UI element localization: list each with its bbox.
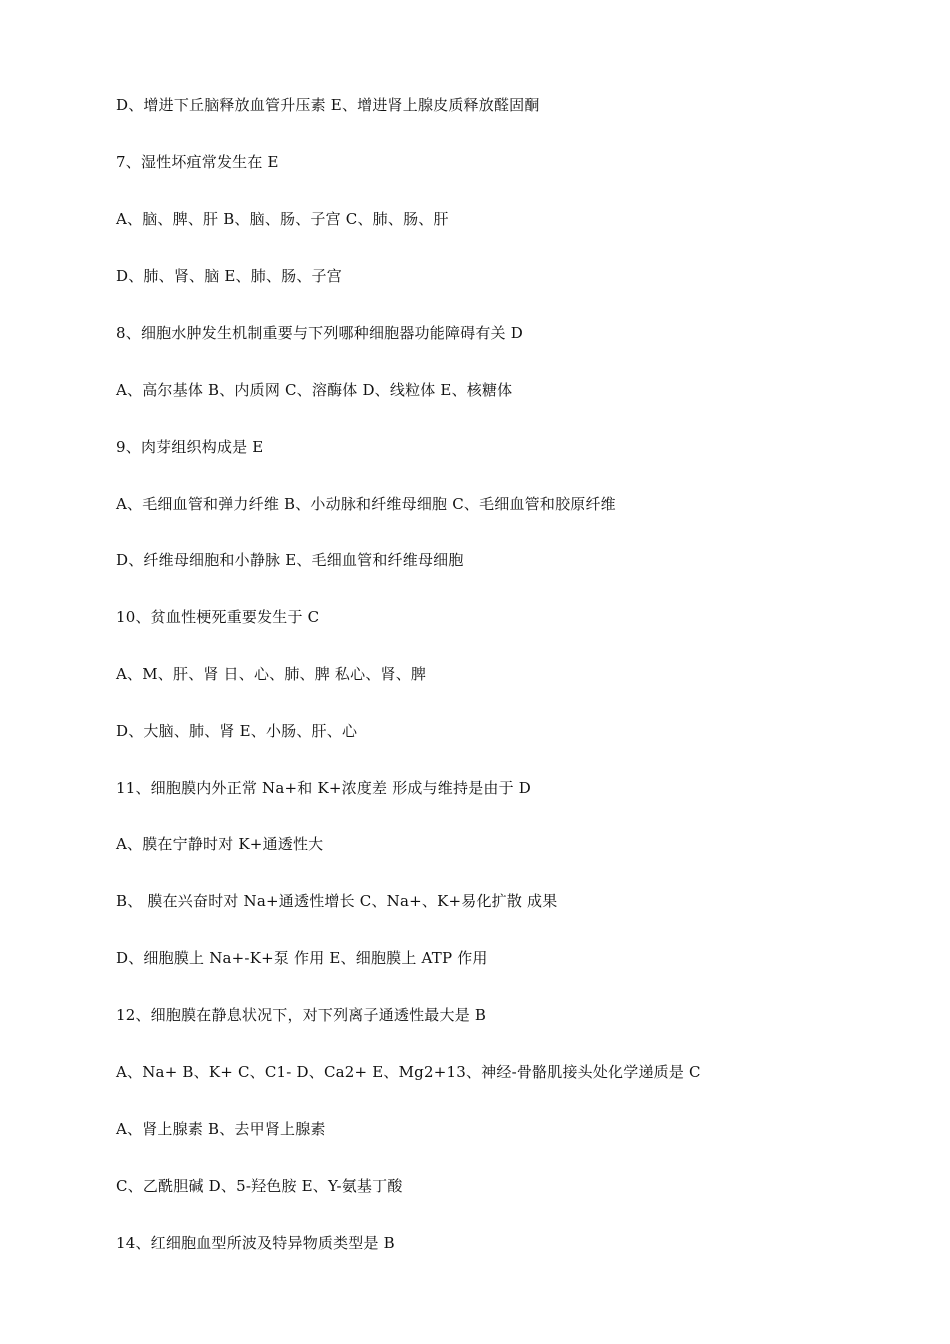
text-line: A、Na+ B、K+ C、C1- D、Ca2+ E、Mg2+13、神经-骨骼肌接头处化学递质是 C bbox=[116, 1063, 701, 1081]
question-14: 14、红细胞血型所波及特异物质类型是 B bbox=[116, 1234, 395, 1252]
text-line: C、乙酰胆碱 D、5-羟色胺 E、Y-氨基丁酸 bbox=[116, 1177, 403, 1195]
question-11: 11、细胞膜内外正常 Na+和 K+浓度差 形成与维持是由于 D bbox=[116, 779, 531, 797]
text-line: A、肾上腺素 B、去甲肾上腺素 bbox=[116, 1120, 326, 1138]
question-12: 12、细胞膜在静息状况下，对下列离子通透性最大是 B bbox=[116, 1006, 487, 1024]
text-line: A、脑、脾、肝 B、脑、肠、子宫 C、肺、肠、肝 bbox=[116, 210, 449, 228]
text-line: D、肺、肾、脑 E、肺、肠、子宫 bbox=[116, 267, 342, 285]
text-line: D、大脑、肺、肾 E、小肠、肝、心 bbox=[116, 722, 358, 740]
text-line: D、增进下丘脑释放血管升压素 E、增进肾上腺皮质释放醛固酮 bbox=[116, 96, 540, 114]
question-7: 7、湿性坏疽常发生在 E bbox=[116, 153, 279, 171]
text-line: A、高尔基体 B、内质网 C、溶酶体 D、线粒体 E、核糖体 bbox=[116, 381, 513, 399]
question-8: 8、细胞水肿发生机制重要与下列哪种细胞器功能障碍有关 D bbox=[116, 324, 523, 342]
text-line: D、细胞膜上 Na+-K+泵 作用 E、细胞膜上 ATP 作用 bbox=[116, 949, 488, 967]
text-line: A、毛细血管和弹力纤维 B、小动脉和纤维母细胞 C、毛细血管和胶原纤维 bbox=[116, 495, 616, 513]
text-line: A、膜在宁静时对 K+通透性大 bbox=[116, 835, 324, 853]
question-9: 9、肉芽组织构成是 E bbox=[116, 438, 264, 456]
text-line: A、M、肝、肾 日、心、肺、脾 私心、肾、脾 bbox=[116, 665, 427, 683]
text-line: B、 膜在兴奋时对 Na+通透性增长 C、Na+、K+易化扩散 成果 bbox=[116, 892, 558, 910]
text-line: D、纤维母细胞和小静脉 E、毛细血管和纤维母细胞 bbox=[116, 551, 464, 569]
question-10: 10、贫血性梗死重要发生于 C bbox=[116, 608, 320, 626]
